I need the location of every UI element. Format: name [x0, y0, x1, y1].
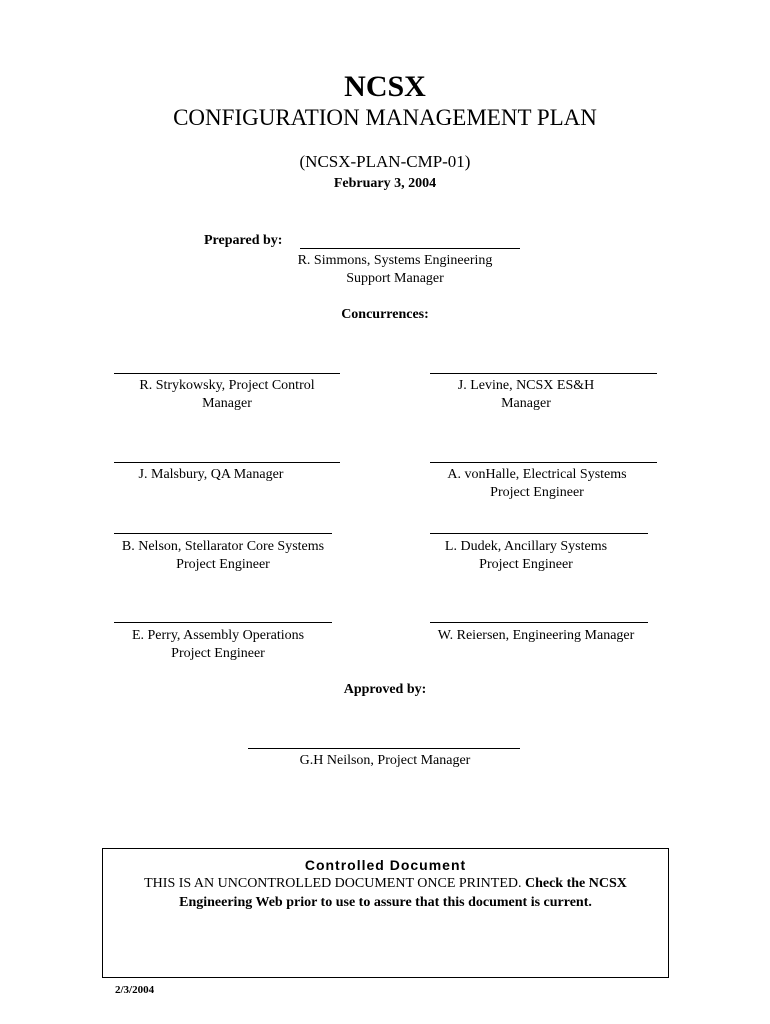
- prepared-by-name-line1: R. Simmons, Systems Engineering: [297, 253, 493, 268]
- prepared-by-label: Prepared by:: [204, 233, 283, 248]
- footer-date: 2/3/2004: [115, 984, 155, 996]
- signature-block-reiersen: [412, 627, 660, 645]
- approved-by-label: Approved by:: [343, 682, 427, 697]
- signer-title: Project Engineer: [176, 557, 270, 572]
- signature-block-perry: [96, 627, 340, 663]
- signature-line: [430, 462, 657, 463]
- approver-name: G.H Neilson, Project Manager: [299, 753, 471, 768]
- signature-block-malsbury: [84, 466, 338, 484]
- signer-name: B. Nelson, Stellarator Core Systems: [121, 539, 325, 554]
- signer-name: E. Perry, Assembly Operations: [131, 628, 305, 643]
- document-number: (NCSX-PLAN-CMP-01): [299, 152, 471, 171]
- prepared-by-name: [250, 252, 540, 288]
- document-subtitle: CONFIGURATION MANAGEMENT PLAN: [173, 105, 597, 130]
- signature-block-nelson: [100, 538, 346, 574]
- signature-line: [114, 622, 332, 623]
- concurrences-label: Concurrences:: [341, 307, 429, 322]
- signer-name: J. Malsbury, QA Manager: [138, 467, 284, 482]
- notice-text-bold: Check the NCSX Engineering Web prior to use to assure that this document is current.: [179, 876, 627, 910]
- signature-line: [114, 533, 332, 534]
- document-date: February 3, 2004: [333, 176, 437, 191]
- approval-signature-line: [248, 748, 520, 749]
- controlled-document-box: [102, 848, 669, 978]
- signer-title: Project Engineer: [479, 557, 573, 572]
- signature-line: [114, 373, 340, 374]
- signer-title: Project Engineer: [490, 485, 584, 500]
- signer-name: A. vonHalle, Electrical Systems: [447, 467, 627, 482]
- signature-line: [430, 622, 648, 623]
- signature-block-levine: [400, 377, 652, 413]
- signer-name: W. Reiersen, Engineering Manager: [437, 628, 635, 643]
- notice-text-normal: THIS IS AN UNCONTROLLED DOCUMENT ONCE PRINTED.: [144, 876, 522, 891]
- signature-block-vonhalle: [404, 466, 670, 502]
- signer-name: J. Levine, NCSX ES&H: [457, 378, 595, 393]
- signer-title: Manager: [501, 396, 551, 411]
- signer-name: R. Strykowsky, Project Control: [139, 378, 315, 393]
- signer-title: Manager: [202, 396, 252, 411]
- controlled-document-notice: [143, 874, 628, 912]
- signature-line: [114, 462, 340, 463]
- document-title: NCSX: [344, 70, 426, 103]
- signature-line: [430, 533, 648, 534]
- signer-name: L. Dudek, Ancillary Systems: [444, 539, 608, 554]
- signature-block-dudek: [406, 538, 646, 574]
- prepared-signature-line: [300, 248, 520, 249]
- controlled-document-title: Controlled Document: [304, 857, 467, 873]
- signature-line: [430, 373, 657, 374]
- signature-block-strykowsky: [94, 377, 360, 413]
- signer-title: Project Engineer: [171, 646, 265, 661]
- prepared-by-name-line2: Support Manager: [346, 271, 444, 286]
